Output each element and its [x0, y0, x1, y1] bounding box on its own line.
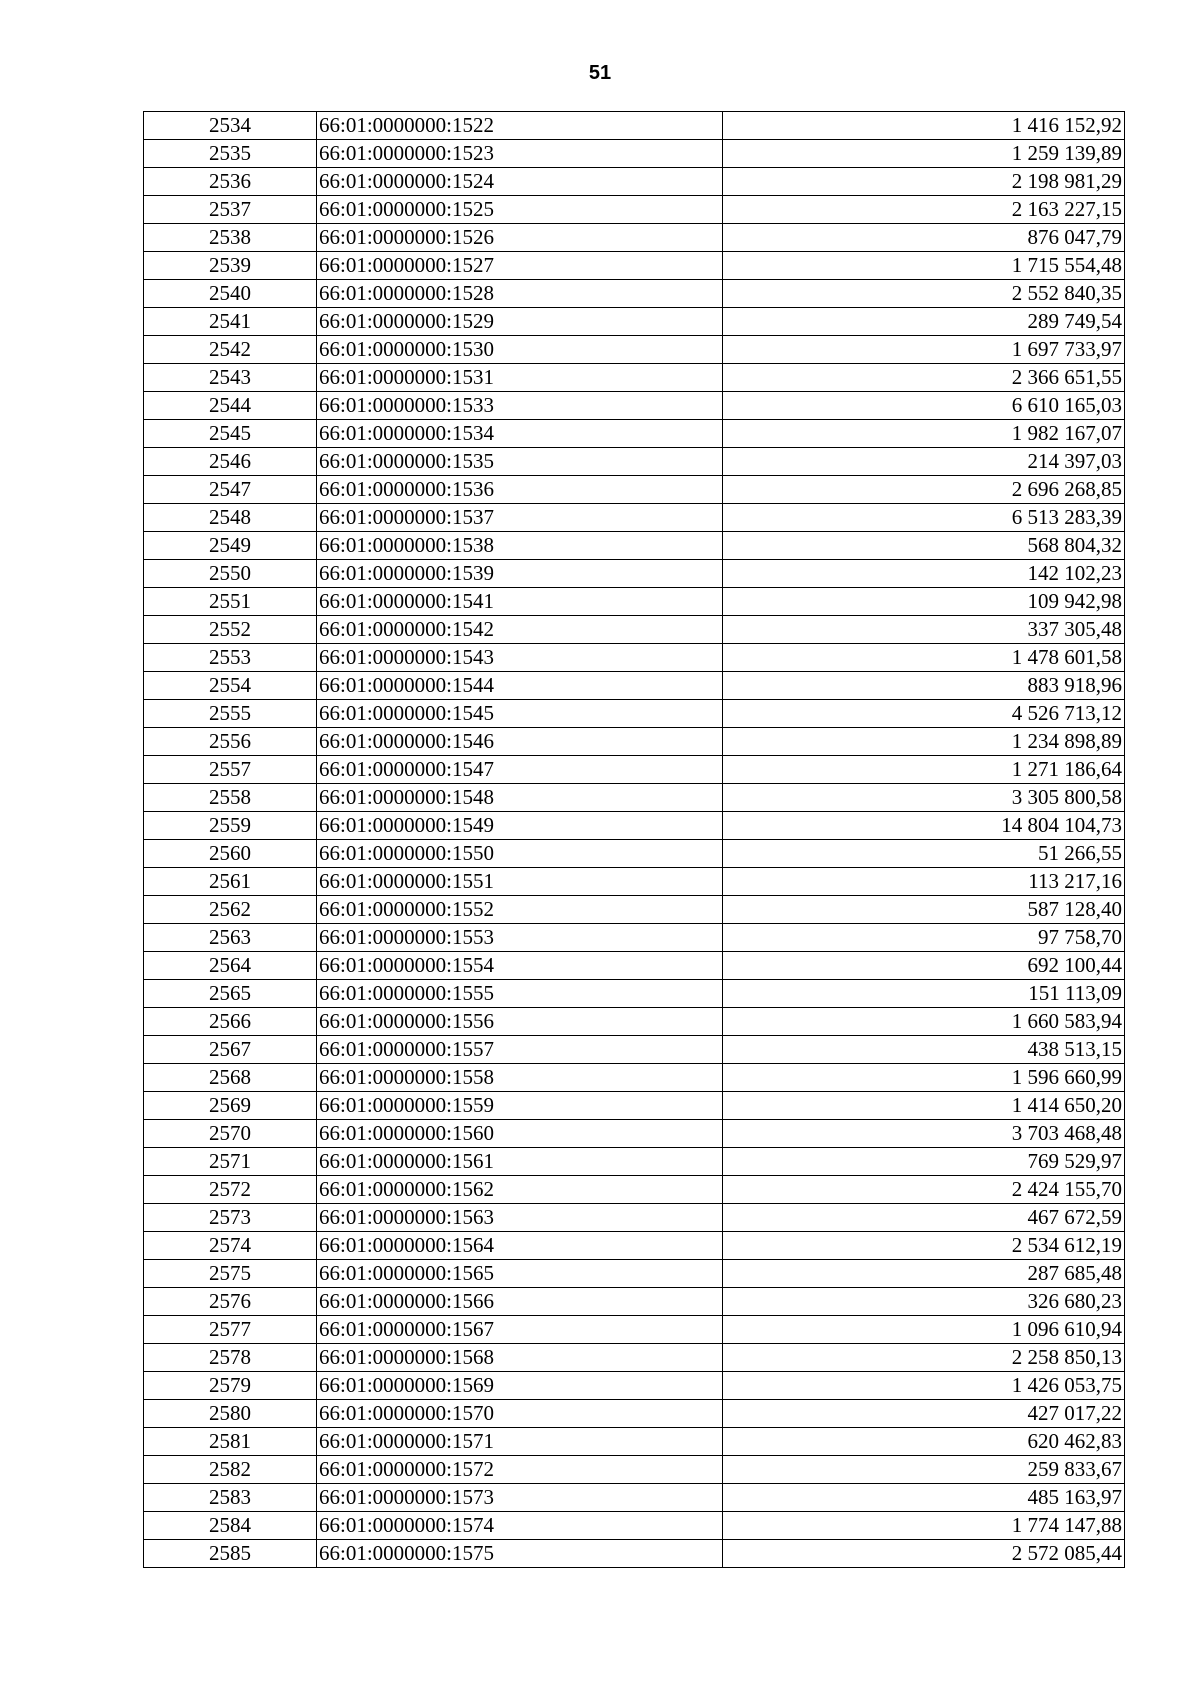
cadastral-number-cell: 66:01:0000000:1541 — [317, 588, 723, 616]
row-number-cell: 2585 — [144, 1540, 317, 1568]
row-number-cell: 2577 — [144, 1316, 317, 1344]
cadastral-number-cell: 66:01:0000000:1544 — [317, 672, 723, 700]
table-row — [144, 728, 1125, 756]
cadastral-value-cell: 1 982 167,07 — [723, 420, 1125, 448]
row-number-cell: 2534 — [144, 112, 317, 140]
row-number-cell: 2579 — [144, 1372, 317, 1400]
cadastral-number-cell: 66:01:0000000:1571 — [317, 1428, 723, 1456]
cadastral-number-cell: 66:01:0000000:1534 — [317, 420, 723, 448]
row-number-cell: 2535 — [144, 140, 317, 168]
table-row — [144, 560, 1125, 588]
row-number-cell: 2565 — [144, 980, 317, 1008]
cadastral-number-cell: 66:01:0000000:1529 — [317, 308, 723, 336]
cadastral-number-cell: 66:01:0000000:1527 — [317, 252, 723, 280]
cadastral-number-cell: 66:01:0000000:1535 — [317, 448, 723, 476]
cadastral-number-cell: 66:01:0000000:1522 — [317, 112, 723, 140]
table-row — [144, 616, 1125, 644]
cadastral-value-cell: 14 804 104,73 — [723, 812, 1125, 840]
cadastral-number-cell: 66:01:0000000:1568 — [317, 1344, 723, 1372]
cadastral-value-cell: 1 426 053,75 — [723, 1372, 1125, 1400]
row-number-cell: 2582 — [144, 1456, 317, 1484]
cadastral-number-cell: 66:01:0000000:1526 — [317, 224, 723, 252]
row-number-cell: 2543 — [144, 364, 317, 392]
table-row — [144, 700, 1125, 728]
cadastral-number-cell: 66:01:0000000:1569 — [317, 1372, 723, 1400]
table-row — [144, 1344, 1125, 1372]
row-number-cell: 2541 — [144, 308, 317, 336]
row-number-cell: 2563 — [144, 924, 317, 952]
table-row — [144, 1176, 1125, 1204]
cadastral-number-cell: 66:01:0000000:1553 — [317, 924, 723, 952]
table-row — [144, 308, 1125, 336]
table-row — [144, 1092, 1125, 1120]
cadastral-value-table — [143, 111, 1125, 1568]
cadastral-value-cell: 6 513 283,39 — [723, 504, 1125, 532]
cadastral-value-cell: 289 749,54 — [723, 308, 1125, 336]
table-row — [144, 672, 1125, 700]
cadastral-value-cell: 620 462,83 — [723, 1428, 1125, 1456]
row-number-cell: 2544 — [144, 392, 317, 420]
cadastral-number-cell: 66:01:0000000:1549 — [317, 812, 723, 840]
row-number-cell: 2558 — [144, 784, 317, 812]
row-number-cell: 2539 — [144, 252, 317, 280]
table-row — [144, 364, 1125, 392]
cadastral-number-cell: 66:01:0000000:1563 — [317, 1204, 723, 1232]
cadastral-value-cell: 1 259 139,89 — [723, 140, 1125, 168]
table-row — [144, 1148, 1125, 1176]
cadastral-value-cell: 326 680,23 — [723, 1288, 1125, 1316]
table-row — [144, 1316, 1125, 1344]
cadastral-value-cell: 4 526 713,12 — [723, 700, 1125, 728]
table-row — [144, 1372, 1125, 1400]
table-row — [144, 196, 1125, 224]
row-number-cell: 2553 — [144, 644, 317, 672]
table-row — [144, 392, 1125, 420]
cadastral-number-cell: 66:01:0000000:1539 — [317, 560, 723, 588]
cadastral-number-cell: 66:01:0000000:1566 — [317, 1288, 723, 1316]
cadastral-number-cell: 66:01:0000000:1573 — [317, 1484, 723, 1512]
table-row — [144, 224, 1125, 252]
cadastral-number-cell: 66:01:0000000:1565 — [317, 1260, 723, 1288]
cadastral-value-cell: 2 258 850,13 — [723, 1344, 1125, 1372]
row-number-cell: 2576 — [144, 1288, 317, 1316]
table-row — [144, 168, 1125, 196]
row-number-cell: 2545 — [144, 420, 317, 448]
page-number: 51 — [588, 62, 612, 84]
table-row — [144, 1204, 1125, 1232]
cadastral-value-cell: 568 804,32 — [723, 532, 1125, 560]
row-number-cell: 2549 — [144, 532, 317, 560]
cadastral-value-cell: 1 416 152,92 — [723, 112, 1125, 140]
row-number-cell: 2573 — [144, 1204, 317, 1232]
table-row — [144, 280, 1125, 308]
table-row — [144, 476, 1125, 504]
cadastral-value-cell: 1 234 898,89 — [723, 728, 1125, 756]
cadastral-value-cell: 51 266,55 — [723, 840, 1125, 868]
row-number-cell: 2584 — [144, 1512, 317, 1540]
row-number-cell: 2568 — [144, 1064, 317, 1092]
table-row — [144, 1484, 1125, 1512]
cadastral-number-cell: 66:01:0000000:1561 — [317, 1148, 723, 1176]
cadastral-number-cell: 66:01:0000000:1560 — [317, 1120, 723, 1148]
cadastral-number-cell: 66:01:0000000:1555 — [317, 980, 723, 1008]
cadastral-number-cell: 66:01:0000000:1570 — [317, 1400, 723, 1428]
row-number-cell: 2569 — [144, 1092, 317, 1120]
cadastral-value-cell: 1 271 186,64 — [723, 756, 1125, 784]
row-number-cell: 2570 — [144, 1120, 317, 1148]
table-row — [144, 1456, 1125, 1484]
table-body — [144, 112, 1125, 1568]
row-number-cell: 2556 — [144, 728, 317, 756]
table-row — [144, 980, 1125, 1008]
row-number-cell: 2564 — [144, 952, 317, 980]
cadastral-number-cell: 66:01:0000000:1550 — [317, 840, 723, 868]
row-number-cell: 2580 — [144, 1400, 317, 1428]
cadastral-number-cell: 66:01:0000000:1531 — [317, 364, 723, 392]
table-row — [144, 532, 1125, 560]
row-number-cell: 2542 — [144, 336, 317, 364]
cadastral-number-cell: 66:01:0000000:1537 — [317, 504, 723, 532]
cadastral-number-cell: 66:01:0000000:1557 — [317, 1036, 723, 1064]
table-row — [144, 1120, 1125, 1148]
cadastral-value-cell: 1 715 554,48 — [723, 252, 1125, 280]
row-number-cell: 2581 — [144, 1428, 317, 1456]
cadastral-value-cell: 2 198 981,29 — [723, 168, 1125, 196]
cadastral-value-cell: 259 833,67 — [723, 1456, 1125, 1484]
cadastral-value-cell: 1 697 733,97 — [723, 336, 1125, 364]
table-row — [144, 868, 1125, 896]
table-row — [144, 812, 1125, 840]
table-row — [144, 448, 1125, 476]
table-row — [144, 644, 1125, 672]
cadastral-value-cell: 113 217,16 — [723, 868, 1125, 896]
cadastral-value-cell: 6 610 165,03 — [723, 392, 1125, 420]
row-number-cell: 2557 — [144, 756, 317, 784]
table-row — [144, 1540, 1125, 1568]
cadastral-number-cell: 66:01:0000000:1536 — [317, 476, 723, 504]
cadastral-number-cell: 66:01:0000000:1574 — [317, 1512, 723, 1540]
row-number-cell: 2562 — [144, 896, 317, 924]
table-row — [144, 1232, 1125, 1260]
row-number-cell: 2537 — [144, 196, 317, 224]
cadastral-number-cell: 66:01:0000000:1525 — [317, 196, 723, 224]
cadastral-number-cell: 66:01:0000000:1545 — [317, 700, 723, 728]
cadastral-number-cell: 66:01:0000000:1551 — [317, 868, 723, 896]
cadastral-number-cell: 66:01:0000000:1533 — [317, 392, 723, 420]
cadastral-value-cell: 1 478 601,58 — [723, 644, 1125, 672]
cadastral-value-cell: 587 128,40 — [723, 896, 1125, 924]
cadastral-value-cell: 2 366 651,55 — [723, 364, 1125, 392]
cadastral-value-cell: 883 918,96 — [723, 672, 1125, 700]
cadastral-value-cell: 2 696 268,85 — [723, 476, 1125, 504]
row-number-cell: 2536 — [144, 168, 317, 196]
table-row — [144, 1288, 1125, 1316]
cadastral-number-cell: 66:01:0000000:1528 — [317, 280, 723, 308]
cadastral-value-cell: 109 942,98 — [723, 588, 1125, 616]
table-row — [144, 896, 1125, 924]
cadastral-value-cell: 876 047,79 — [723, 224, 1125, 252]
cadastral-value-cell: 2 163 227,15 — [723, 196, 1125, 224]
table-row — [144, 1064, 1125, 1092]
table-row — [144, 1512, 1125, 1540]
table-row — [144, 1400, 1125, 1428]
cadastral-number-cell: 66:01:0000000:1572 — [317, 1456, 723, 1484]
table-row — [144, 756, 1125, 784]
cadastral-number-cell: 66:01:0000000:1559 — [317, 1092, 723, 1120]
row-number-cell: 2567 — [144, 1036, 317, 1064]
cadastral-value-cell: 2 424 155,70 — [723, 1176, 1125, 1204]
cadastral-number-cell: 66:01:0000000:1530 — [317, 336, 723, 364]
cadastral-value-cell: 438 513,15 — [723, 1036, 1125, 1064]
cadastral-value-cell: 1 096 610,94 — [723, 1316, 1125, 1344]
cadastral-number-cell: 66:01:0000000:1558 — [317, 1064, 723, 1092]
table-row — [144, 112, 1125, 140]
cadastral-value-cell: 3 703 468,48 — [723, 1120, 1125, 1148]
cadastral-number-cell: 66:01:0000000:1542 — [317, 616, 723, 644]
row-number-cell: 2551 — [144, 588, 317, 616]
cadastral-value-cell: 467 672,59 — [723, 1204, 1125, 1232]
cadastral-number-cell: 66:01:0000000:1564 — [317, 1232, 723, 1260]
row-number-cell: 2552 — [144, 616, 317, 644]
cadastral-value-cell: 692 100,44 — [723, 952, 1125, 980]
table-row — [144, 784, 1125, 812]
table-row — [144, 140, 1125, 168]
table-row — [144, 336, 1125, 364]
cadastral-number-cell: 66:01:0000000:1523 — [317, 140, 723, 168]
cadastral-value-cell: 1 414 650,20 — [723, 1092, 1125, 1120]
cadastral-value-cell: 769 529,97 — [723, 1148, 1125, 1176]
table-row — [144, 1008, 1125, 1036]
cadastral-value-cell: 3 305 800,58 — [723, 784, 1125, 812]
row-number-cell: 2538 — [144, 224, 317, 252]
row-number-cell: 2555 — [144, 700, 317, 728]
row-number-cell: 2560 — [144, 840, 317, 868]
table-row — [144, 1036, 1125, 1064]
row-number-cell: 2561 — [144, 868, 317, 896]
cadastral-number-cell: 66:01:0000000:1562 — [317, 1176, 723, 1204]
cadastral-number-cell: 66:01:0000000:1538 — [317, 532, 723, 560]
row-number-cell: 2574 — [144, 1232, 317, 1260]
row-number-cell: 2583 — [144, 1484, 317, 1512]
cadastral-number-cell: 66:01:0000000:1547 — [317, 756, 723, 784]
cadastral-value-cell: 2 572 085,44 — [723, 1540, 1125, 1568]
table-row — [144, 1260, 1125, 1288]
cadastral-value-cell: 142 102,23 — [723, 560, 1125, 588]
cadastral-number-cell: 66:01:0000000:1546 — [317, 728, 723, 756]
cadastral-value-cell: 287 685,48 — [723, 1260, 1125, 1288]
row-number-cell: 2547 — [144, 476, 317, 504]
cadastral-value-cell: 1 774 147,88 — [723, 1512, 1125, 1540]
cadastral-value-cell: 97 758,70 — [723, 924, 1125, 952]
cadastral-value-cell: 151 113,09 — [723, 980, 1125, 1008]
cadastral-number-cell: 66:01:0000000:1556 — [317, 1008, 723, 1036]
cadastral-value-cell: 337 305,48 — [723, 616, 1125, 644]
cadastral-value-cell: 1 596 660,99 — [723, 1064, 1125, 1092]
table-row — [144, 252, 1125, 280]
cadastral-number-cell: 66:01:0000000:1552 — [317, 896, 723, 924]
row-number-cell: 2578 — [144, 1344, 317, 1372]
cadastral-value-cell: 485 163,97 — [723, 1484, 1125, 1512]
cadastral-number-cell: 66:01:0000000:1548 — [317, 784, 723, 812]
row-number-cell: 2550 — [144, 560, 317, 588]
row-number-cell: 2566 — [144, 1008, 317, 1036]
table-row — [144, 952, 1125, 980]
table-row — [144, 588, 1125, 616]
row-number-cell: 2548 — [144, 504, 317, 532]
cadastral-value-cell: 427 017,22 — [723, 1400, 1125, 1428]
cadastral-number-cell: 66:01:0000000:1543 — [317, 644, 723, 672]
row-number-cell: 2554 — [144, 672, 317, 700]
cadastral-value-cell: 2 552 840,35 — [723, 280, 1125, 308]
table-row — [144, 1428, 1125, 1456]
cadastral-value-cell: 1 660 583,94 — [723, 1008, 1125, 1036]
table-row — [144, 924, 1125, 952]
table-row — [144, 504, 1125, 532]
cadastral-number-cell: 66:01:0000000:1567 — [317, 1316, 723, 1344]
cadastral-value-cell: 214 397,03 — [723, 448, 1125, 476]
table-row — [144, 840, 1125, 868]
cadastral-number-cell: 66:01:0000000:1575 — [317, 1540, 723, 1568]
table-row — [144, 420, 1125, 448]
row-number-cell: 2540 — [144, 280, 317, 308]
row-number-cell: 2559 — [144, 812, 317, 840]
cadastral-value-cell: 2 534 612,19 — [723, 1232, 1125, 1260]
row-number-cell: 2546 — [144, 448, 317, 476]
row-number-cell: 2571 — [144, 1148, 317, 1176]
row-number-cell: 2572 — [144, 1176, 317, 1204]
row-number-cell: 2575 — [144, 1260, 317, 1288]
cadastral-number-cell: 66:01:0000000:1554 — [317, 952, 723, 980]
cadastral-number-cell: 66:01:0000000:1524 — [317, 168, 723, 196]
